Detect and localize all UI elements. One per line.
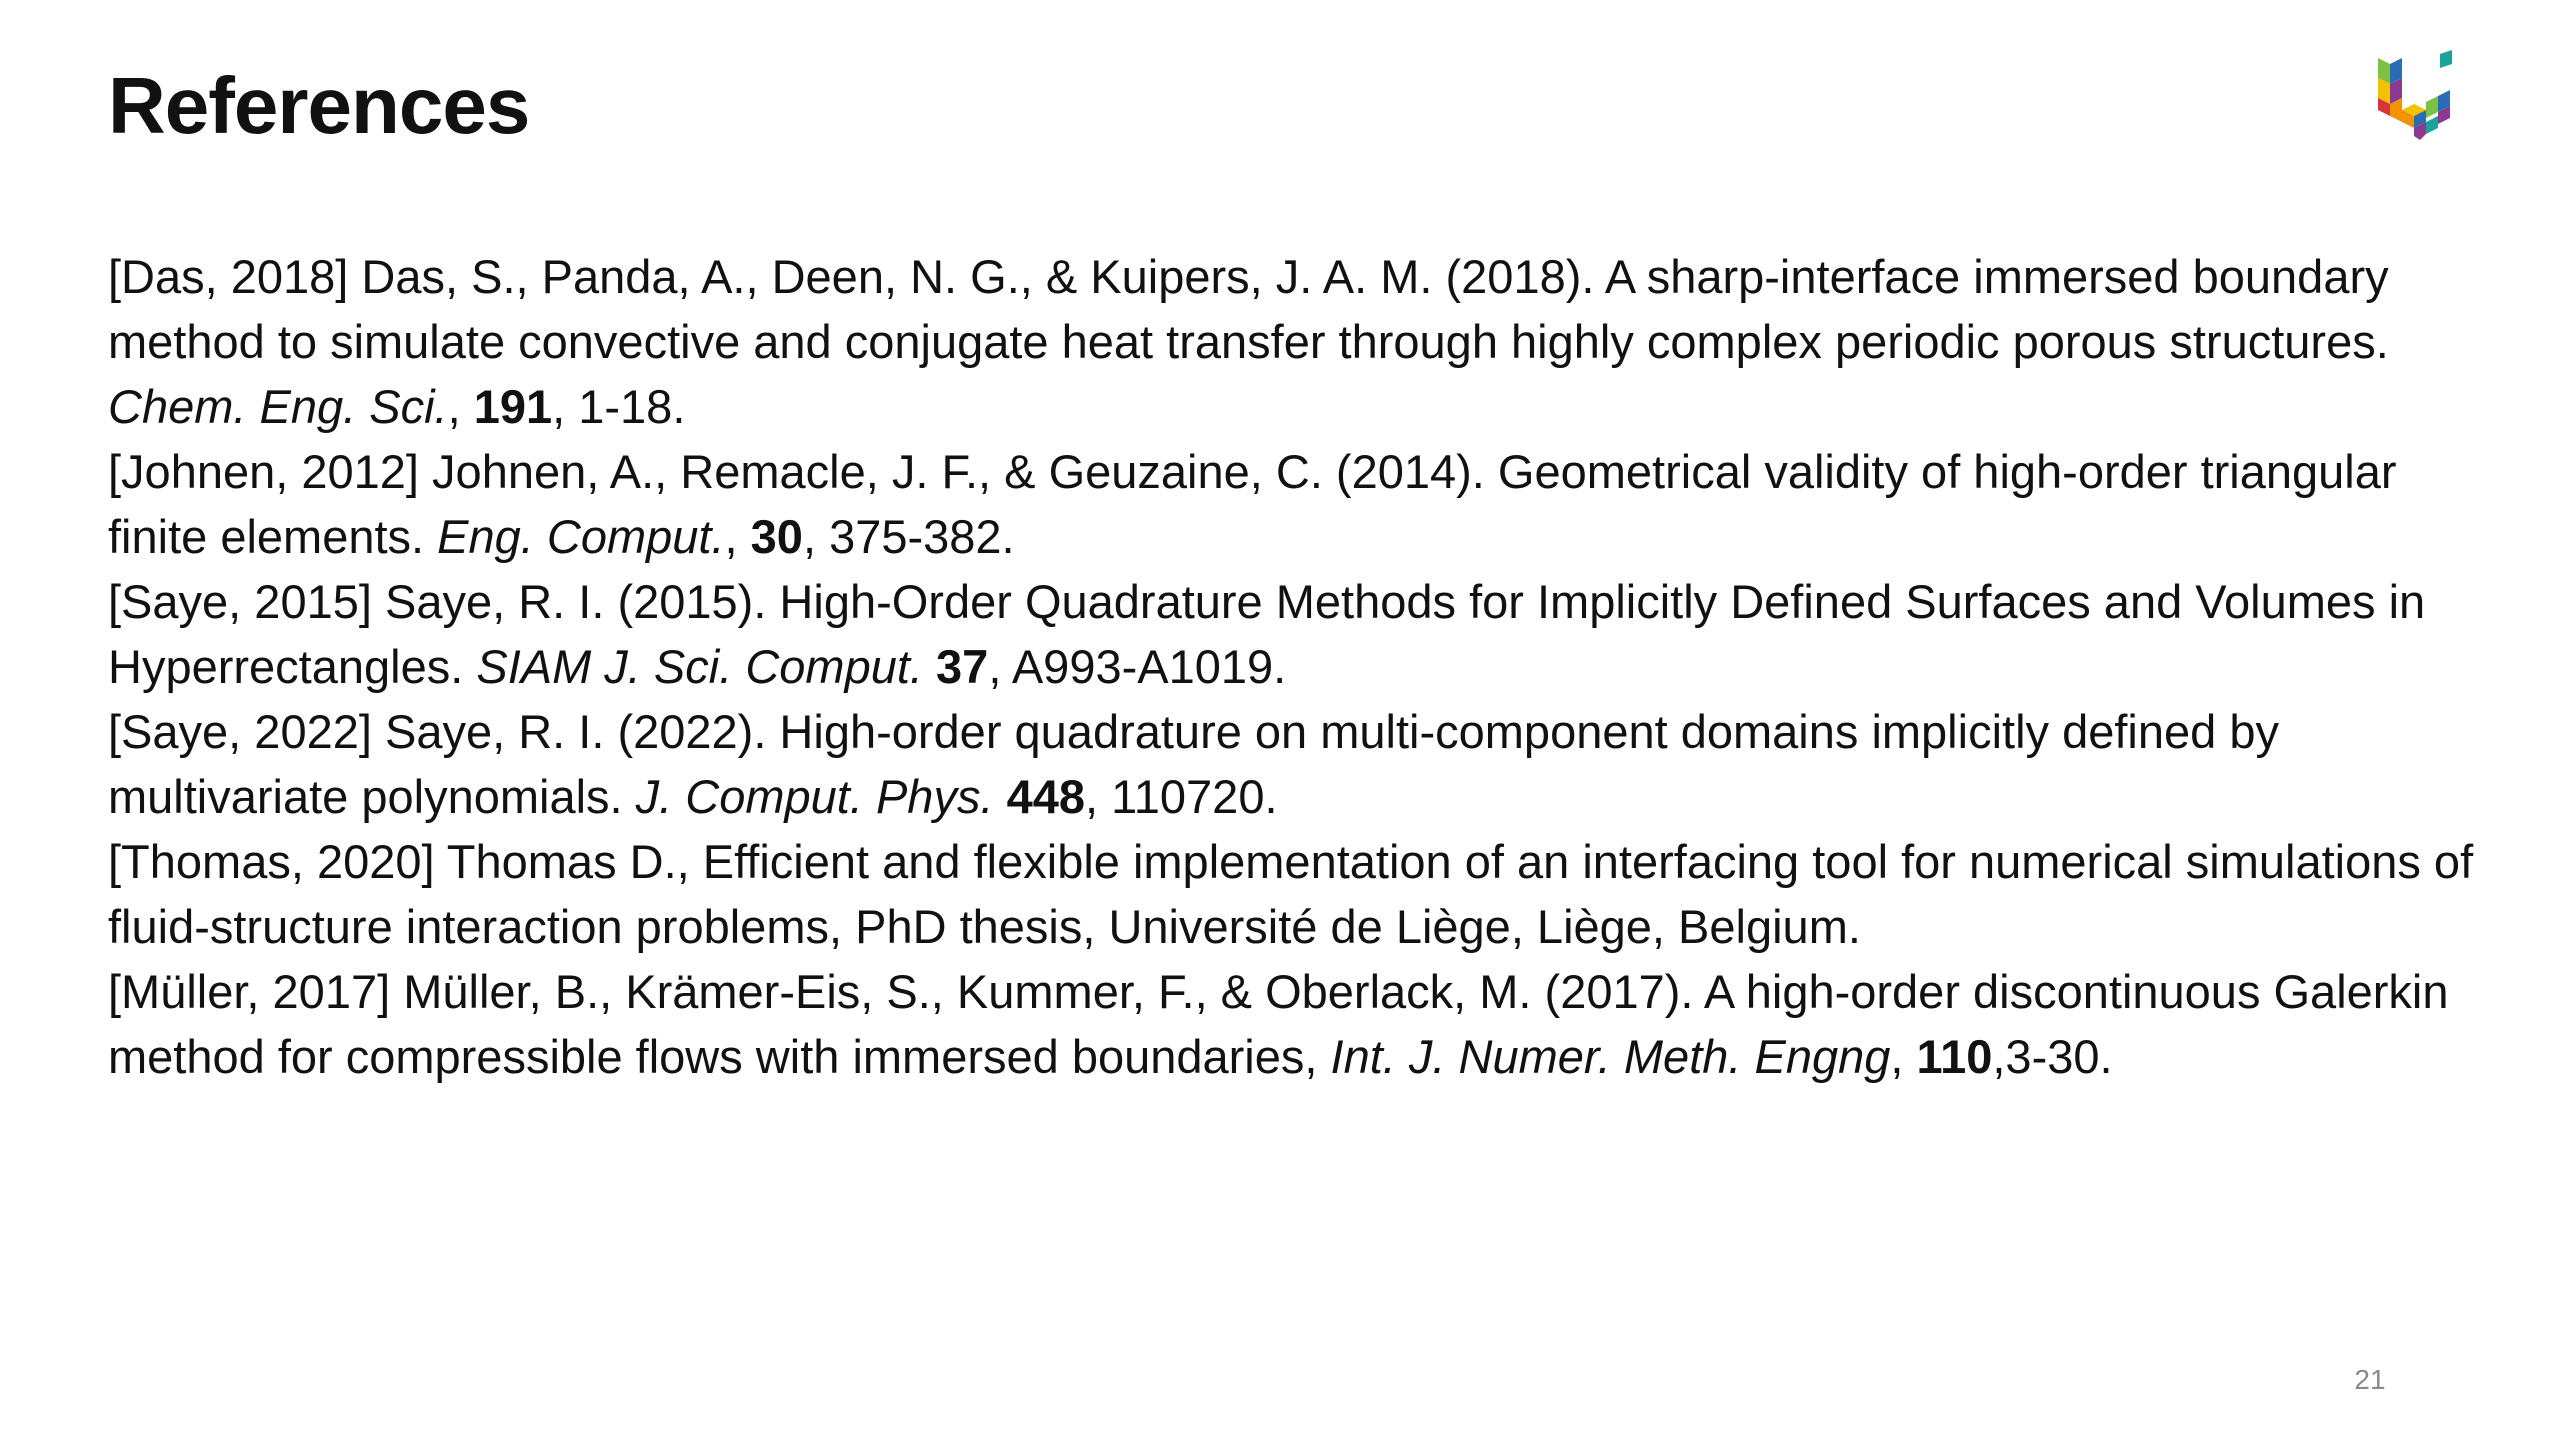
reference-list	[108, 244, 2488, 1089]
slide-title: References	[108, 61, 530, 150]
reference-journal: Int. J. Numer. Meth. Engng	[1330, 1030, 1891, 1083]
reference-text: Müller, B., Krämer-Eis, S., Kummer, F., & Oberlack, M. (2017). A high-order discontinuous Galerkin method for compressible flows with immersed boundaries,	[108, 965, 2449, 1083]
reference-entry	[108, 699, 2488, 829]
reference-pages: , 375-382.	[802, 510, 1015, 563]
reference-entry	[108, 829, 2488, 959]
reference-text: Saye, R. I. (2022). High-order quadrature on multi-component domains implicitly defined by multivariate polynomials.	[108, 705, 2279, 823]
reference-separator: ,	[447, 380, 474, 433]
reference-separator: ,	[724, 510, 751, 563]
reference-journal: SIAM J. Sci. Comput.	[476, 640, 923, 693]
reference-entry	[108, 439, 2488, 569]
reference-volume: 110	[1916, 1030, 1993, 1083]
reference-volume: 37	[936, 640, 989, 693]
reference-separator	[923, 640, 936, 693]
reference-separator: ,	[1890, 1030, 1917, 1083]
reference-journal: Eng. Comput.	[437, 510, 725, 563]
reference-pages: , A993-A1019.	[988, 640, 1287, 693]
reference-tag: [Thomas, 2020]	[108, 835, 435, 888]
reference-text: Thomas D., Efficient and flexible implementation of an interfacing tool for numerical simulations of fluid-structure interaction problems, PhD thesis, Université de Liège, Liège, Belgium.	[108, 835, 2474, 953]
university-logo-icon	[2376, 50, 2460, 144]
reference-tag: [Johnen, 2012]	[108, 445, 419, 498]
reference-entry	[108, 959, 2488, 1089]
reference-tag: [Saye, 2022]	[108, 705, 372, 758]
reference-pages: ,3-30.	[1992, 1030, 2113, 1083]
reference-tag: [Saye, 2015]	[108, 575, 372, 628]
reference-volume: 191	[473, 380, 553, 433]
reference-journal: Chem. Eng. Sci.	[108, 380, 448, 433]
reference-journal: J. Comput. Phys.	[635, 770, 994, 823]
reference-entry	[108, 569, 2488, 699]
reference-pages: , 110720.	[1085, 770, 1278, 823]
reference-tag: [Das, 2018]	[108, 250, 349, 303]
reference-volume: 30	[750, 510, 803, 563]
reference-tag: [Müller, 2017]	[108, 965, 391, 1018]
reference-separator	[994, 770, 1007, 823]
reference-pages: , 1-18.	[552, 380, 686, 433]
reference-text: Johnen, A., Remacle, J. F., & Geuzaine, C. (2014). Geometrical validity of high-order triangular finite elements.	[108, 445, 2397, 563]
reference-volume: 448	[1006, 770, 1085, 823]
reference-entry	[108, 244, 2488, 439]
page-number: 21	[2354, 1364, 2386, 1395]
reference-text: Das, S., Panda, A., Deen, N. G., & Kuipers, J. A. M. (2018). A sharp-interface immersed boundary method to simulate convective and conjugate heat transfer through highly complex periodic porous structures.	[108, 250, 2389, 368]
reference-text: Saye, R. I. (2015). High-Order Quadrature Methods for Implicitly Defined Surfaces and Volumes in Hyperrectangles.	[108, 575, 2426, 693]
